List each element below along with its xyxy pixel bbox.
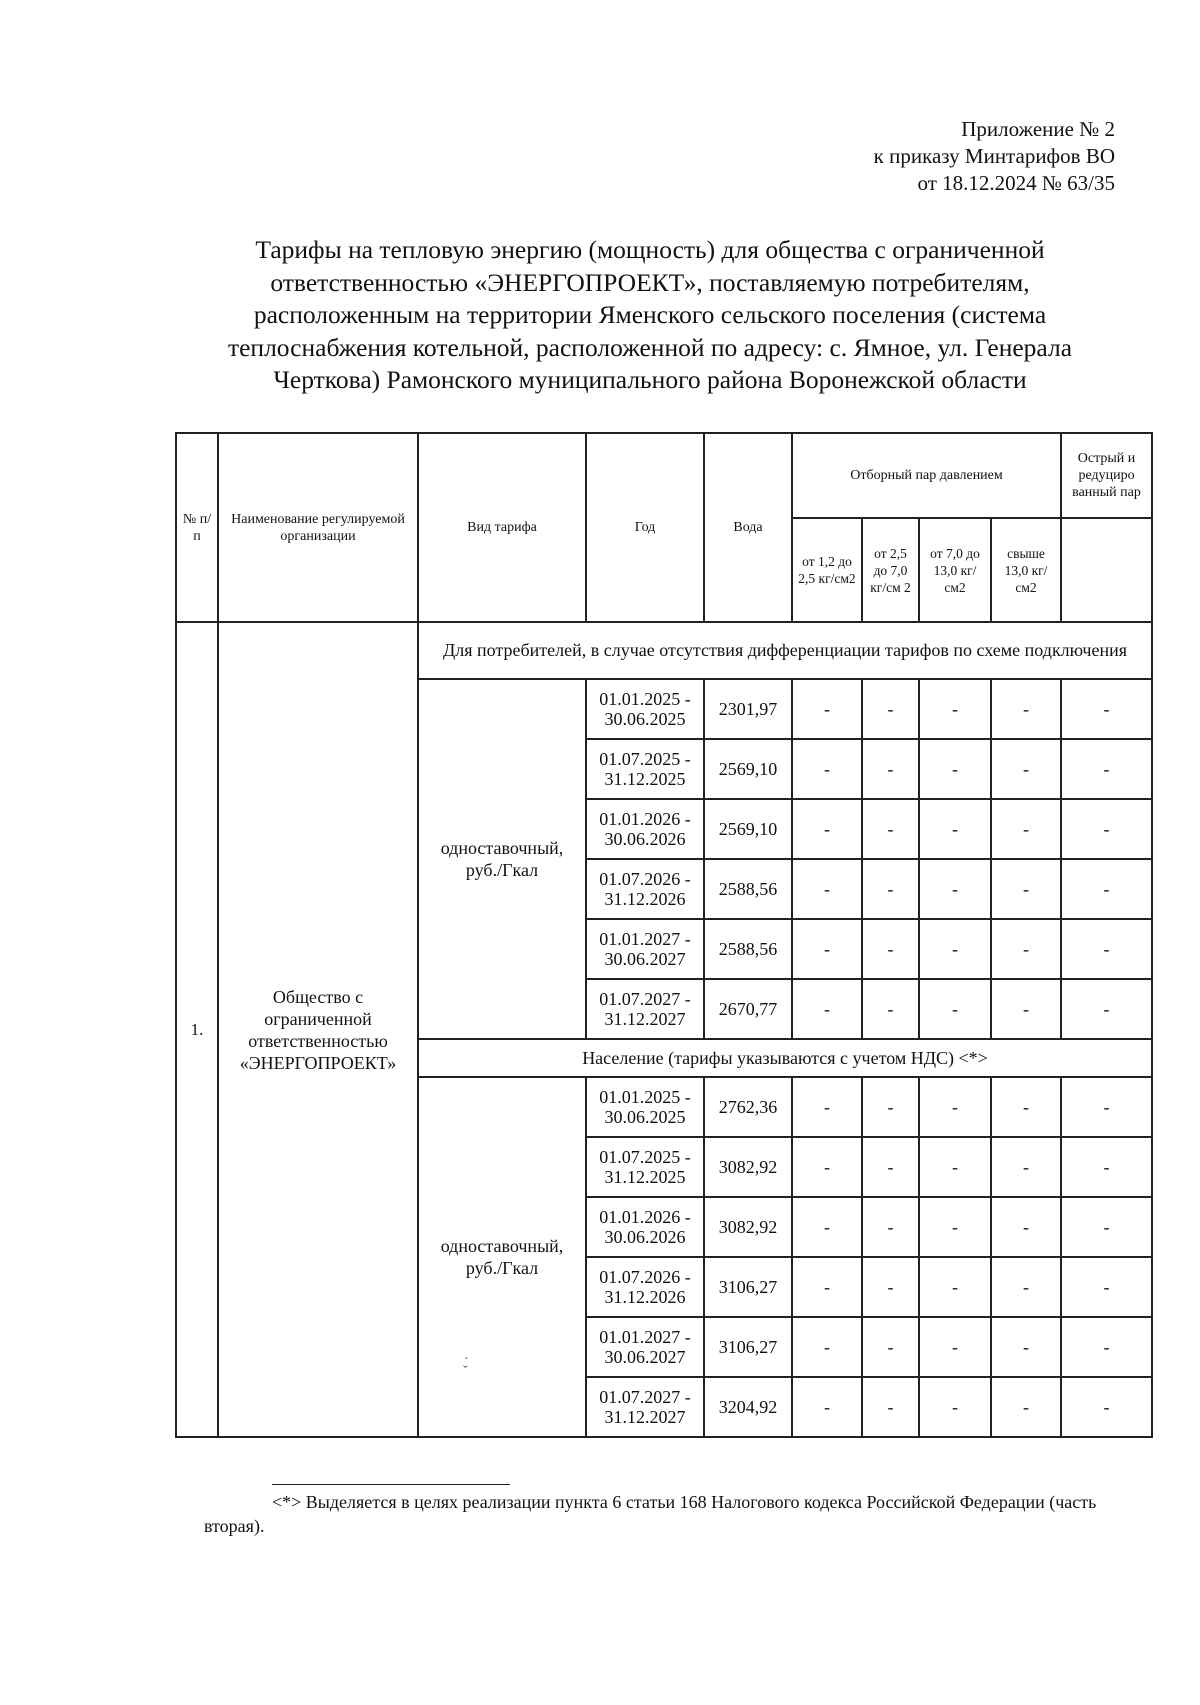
header-row [176,433,1152,518]
empty-value-cell: - [862,1377,919,1437]
empty-value-cell: - [991,859,1061,919]
empty-value-cell: - [919,739,991,799]
empty-value-cell: - [919,679,991,739]
appendix-line-2: к приказу Минтарифов ВО [873,144,1115,168]
water-value-cell: 2301,97 [704,679,792,739]
empty-value-cell: - [862,679,919,739]
empty-value-cell: - [1061,1257,1152,1317]
empty-value-cell: - [1061,1197,1152,1257]
empty-value-cell: - [919,1317,991,1377]
empty-value-cell: - [1061,1137,1152,1197]
empty-value-cell: - [862,739,919,799]
empty-value-cell: - [792,1377,862,1437]
title-line-2: ответственностью «ЭНЕРГОПРОЕКТ», поставляемую потребителям, [270,267,1030,297]
empty-value-cell: - [991,1377,1061,1437]
water-value-cell: 3082,92 [704,1197,792,1257]
appendix-header [874,116,1115,197]
period-cell: 01.01.2026 - 30.06.2026 [586,1197,704,1257]
empty-value-cell: - [1061,799,1152,859]
section-title: Для потребителей, в случае отсутствия дифференциации тарифов по схеме подключения [418,622,1152,679]
title-line-1: Тарифы на тепловую энергию (мощность) для общества с ограниченной [255,235,1045,264]
water-value-cell: 2670,77 [704,979,792,1039]
header-sharp-empty [1061,518,1152,622]
header-water: Вода [704,433,792,622]
tariff-kind: одноставочный, руб./Гкал [418,679,586,1039]
empty-value-cell: - [991,919,1061,979]
empty-value-cell: - [862,1077,919,1137]
empty-value-cell: - [919,1377,991,1437]
empty-value-cell: - [919,1077,991,1137]
water-value-cell: 2588,56 [704,859,792,919]
period-cell: 01.07.2026 - 31.12.2026 [586,1257,704,1317]
water-value-cell: 2569,10 [704,739,792,799]
section-title: Население (тарифы указываются с учетом НДС) <*> [418,1039,1152,1077]
appendix-line-1: Приложение № 2 [961,117,1115,141]
empty-value-cell: - [792,919,862,979]
water-value-cell: 2762,36 [704,1077,792,1137]
empty-value-cell: - [792,979,862,1039]
empty-value-cell: - [991,1257,1061,1317]
header-steam: Отборный пар давлением [792,433,1061,518]
header-steam-4: свыше 13,0 кг/см2 [991,518,1061,622]
empty-value-cell: - [991,979,1061,1039]
tariff-table [175,432,1153,1438]
empty-value-cell: - [1061,679,1152,739]
empty-value-cell: - [991,799,1061,859]
empty-value-cell: - [862,799,919,859]
water-value-cell: 2569,10 [704,799,792,859]
empty-value-cell: - [919,1197,991,1257]
water-value-cell: 3106,27 [704,1257,792,1317]
footnote: <*> Выделяется в целях реализации пункта 6 статьи 168 Налогового кодекса Российской Федерации (часть вторая). [204,1492,1097,1536]
empty-value-cell: - [991,1197,1061,1257]
document-title [190,234,1110,397]
empty-value-cell: - [1061,979,1152,1039]
period-cell: 01.01.2027 - 30.06.2027 [586,919,704,979]
empty-value-cell: - [1061,1077,1152,1137]
empty-value-cell: - [919,919,991,979]
header-num: № п/п [176,433,218,622]
empty-value-cell: - [862,859,919,919]
period-cell: 01.01.2027 - 30.06.2027 [586,1317,704,1377]
empty-value-cell: - [862,919,919,979]
empty-value-cell: - [862,1197,919,1257]
empty-value-cell: - [862,979,919,1039]
empty-value-cell: - [1061,1317,1152,1377]
header-kind: Вид тарифа [418,433,586,622]
empty-value-cell: - [1061,919,1152,979]
empty-value-cell: - [862,1317,919,1377]
empty-value-cell: - [919,859,991,919]
header-year: Год [586,433,704,622]
period-cell: 01.07.2026 - 31.12.2026 [586,859,704,919]
organization-name: Общество с ограниченной ответственностью «ЭНЕРГОПРОЕКТ» [218,622,418,1437]
period-cell: 01.07.2025 - 31.12.2025 [586,739,704,799]
title-line-3: расположенным на территории Яменского сельского поселения (система [253,300,1047,329]
empty-value-cell: - [792,1077,862,1137]
empty-value-cell: - [991,679,1061,739]
empty-value-cell: - [792,799,862,859]
water-value-cell: 3204,92 [704,1377,792,1437]
empty-value-cell: - [919,1137,991,1197]
period-cell: 01.07.2027 - 31.12.2027 [586,979,704,1039]
empty-value-cell: - [792,679,862,739]
empty-value-cell: - [792,859,862,919]
empty-value-cell: - [1061,859,1152,919]
water-value-cell: 2588,56 [704,919,792,979]
period-cell: 01.07.2027 - 31.12.2027 [586,1377,704,1437]
scan-dot: · [464,1352,469,1367]
empty-value-cell: - [1061,739,1152,799]
period-cell: 01.07.2025 - 31.12.2025 [586,1137,704,1197]
title-line-4: теплоснабжения котельной, расположенной по адресу: с. Ямное, ул. Генерала [227,332,1073,362]
header-steam-1: от 1,2 до 2,5 кг/см2 [792,518,862,622]
water-value-cell: 3082,92 [704,1137,792,1197]
tariff-kind: одноставочный, руб./Гкал [418,1077,586,1437]
empty-value-cell: - [919,979,991,1039]
period-cell: 01.01.2026 - 30.06.2026 [586,799,704,859]
section-title-row [176,622,1152,679]
title-line-5: Черткова) Рамонского муниципального района Воронежской области [273,365,1027,394]
row-number: 1. [176,622,218,1437]
empty-value-cell: - [919,1257,991,1317]
scan-mark: ˇ [463,1364,468,1379]
empty-value-cell: - [792,1317,862,1377]
header-steam-2: от 2,5 до 7,0 кг/см 2 [862,518,919,622]
empty-value-cell: - [792,739,862,799]
footnote-divider [272,1484,510,1485]
empty-value-cell: - [792,1257,862,1317]
empty-value-cell: - [1061,1377,1152,1437]
period-cell: 01.01.2025 - 30.06.2025 [586,1077,704,1137]
empty-value-cell: - [792,1197,862,1257]
empty-value-cell: - [862,1137,919,1197]
water-value-cell: 3106,27 [704,1317,792,1377]
empty-value-cell: - [991,739,1061,799]
appendix-line-3: от 18.12.2024 № 63/35 [917,171,1115,195]
empty-value-cell: - [862,1257,919,1317]
empty-value-cell: - [919,799,991,859]
header-steam-3: от 7,0 до 13,0 кг/см2 [919,518,991,622]
empty-value-cell: - [991,1317,1061,1377]
empty-value-cell: - [991,1077,1061,1137]
header-sharp: Острый и редуциро ванный пар [1061,433,1152,518]
header-org: Наименование регулируемой организации [218,433,418,622]
empty-value-cell: - [792,1137,862,1197]
empty-value-cell: - [991,1137,1061,1197]
period-cell: 01.01.2025 - 30.06.2025 [586,679,704,739]
